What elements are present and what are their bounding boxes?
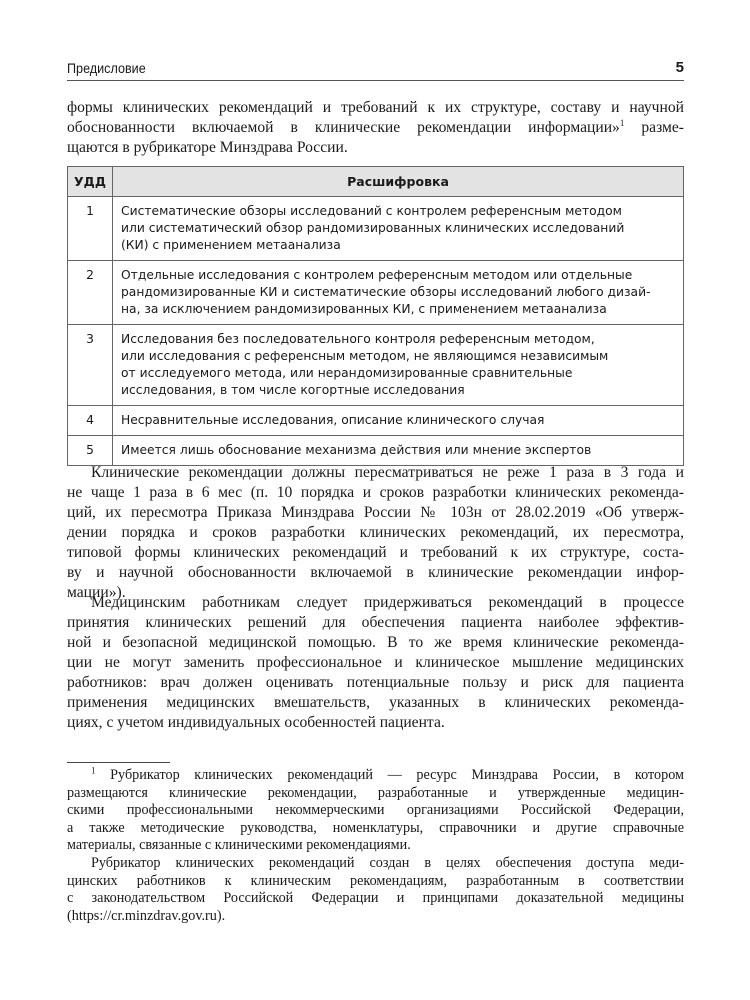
text-span: разме- [624,119,684,136]
column-header-udd: УДД [68,167,113,197]
level-cell: 3 [68,325,113,406]
cell-line: или исследования с референсным методом, не являющимся независимым [121,349,609,363]
text-line: применения медицинских вмешательств, указанных в клинических рекоменда- [67,694,684,711]
text-line: Медицинским работникам следует придерживаться рекомендаций в процессе [91,594,684,611]
level-cell: 4 [68,406,113,436]
footnote-reference[interactable]: 1 [619,117,625,128]
text-line: не чаще 1 раза в 6 мес (п. 10 порядка и сроков разработки клинических рекоменда- [67,484,684,501]
text-line: мации»). [67,584,126,601]
cell-line: Систематические обзоры исследований с контролем референсным методом [121,204,622,218]
cell-line: рандомизированные КИ и систематические обзоры исследований любого дизай- [121,285,651,299]
cell-line: от исследуемого метода, или нерандомизированные сравнительные [121,366,573,380]
footnote-separator [67,762,170,763]
text-line: с законодательством Российской Федерации и принципами доказательной медицины [67,890,684,906]
column-header-description: Расшифровка [113,167,684,197]
cell-line: (КИ) с применением метаанализа [121,238,341,252]
footnote-1 [67,767,684,855]
text-span: обоснованности включаемой в клинические рекомендации информации» [67,119,620,136]
text-line: дении порядка и сроков разработки клинических рекомендаций, их пересмотра, [67,524,684,541]
description-cell [113,406,684,436]
table-row [68,261,684,325]
text-line: ций, их пересмотра Приказа Минздрава России № 103н от 28.02.2019 «Об утверж- [67,504,684,521]
text-line [67,767,684,785]
text-line: скими профессиональными некоммерческими организациями Российской Федерации, [67,802,684,818]
text-line: ной и безопасной медицинской помощью. В то же время клинические рекоменда- [67,634,684,651]
text-line [67,118,684,138]
text-line: щаются в рубрикаторе Минздрава России. [67,139,348,156]
paragraph-medical-workers [67,593,684,733]
text-line: циях, с учетом индивидуальных особенностей пациента. [67,714,445,731]
text-line: формы клинических рекомендаций и требований к их структуре, составу и научной [67,99,684,116]
text-line: работников: врач должен оценивать потенциальные пользу и риск для пациента [67,674,684,691]
cell-line: Несравнительные исследования, описание клинического случая [121,413,545,427]
cell-line: Исследования без последовательного контроля референсным методом, [121,332,595,346]
cell-line: или систематический обзор рандомизированных клинических исследований [121,221,625,235]
text-line: а также методические руководства, номенклатуры, справочники и другие справочные [67,819,684,836]
text-line: материалы, связанные с клиническими рекомендациями. [67,837,411,853]
text-line: (https://cr.minzdrav.gov.ru). [67,907,226,924]
cell-line: Имеется лишь обоснование механизма действия или мнение экспертов [121,443,592,457]
description-cell [113,325,684,406]
level-cell: 5 [68,436,113,466]
running-header [67,58,684,81]
text-span: Рубрикатор клинических рекомендаций — ресурс Минздрава России, в котором [95,767,684,783]
description-cell [113,436,684,466]
paragraph-revision [67,463,684,603]
description-cell [113,197,684,261]
section-title: Предисловие [67,60,146,76]
level-cell: 2 [68,261,113,325]
cell-line: Отдельные исследования с контролем референсным методом или отдельные [121,268,633,282]
text-line: ву и научной обоснованности включаемой в клинические рекомендации инфор- [67,564,684,581]
text-line: типовой формы клинических рекомендаций и требований к их структуре, соста- [67,544,684,561]
text-line: размещаются клинические рекомендации, разработанные и утвержденные медицин- [67,784,684,801]
table-header-row [68,167,684,197]
cell-line: исследования, в том числе когортные исследования [121,383,465,397]
evidence-level-table [67,166,684,466]
level-cell: 1 [68,197,113,261]
table-row [68,325,684,406]
intro-paragraph [67,98,684,158]
description-cell [113,261,684,325]
table-row [68,436,684,466]
text-line: цинских работников к клиническим рекомендациям, разработанным в соответствии [67,872,684,889]
table-row [68,406,684,436]
cell-line: на, за исключением рандомизированных КИ, с применением метаанализа [121,302,607,316]
page-number: 5 [675,59,684,76]
text-line: ции не могут заменить профессиональное и клиническое мышление медицинских [67,654,684,671]
footnote-1-continued [67,855,684,925]
text-line: принятия клинических решений для обеспечения пациента наиболее эффектив- [67,614,684,631]
footnote-marker: 1 [91,765,96,776]
text-line: Рубрикатор клинических рекомендаций создан в целях обеспечения доступа меди- [91,855,684,871]
text-line: Клинические рекомендации должны пересматриваться не реже 1 раза в 3 года и [91,464,684,481]
table-row [68,197,684,261]
